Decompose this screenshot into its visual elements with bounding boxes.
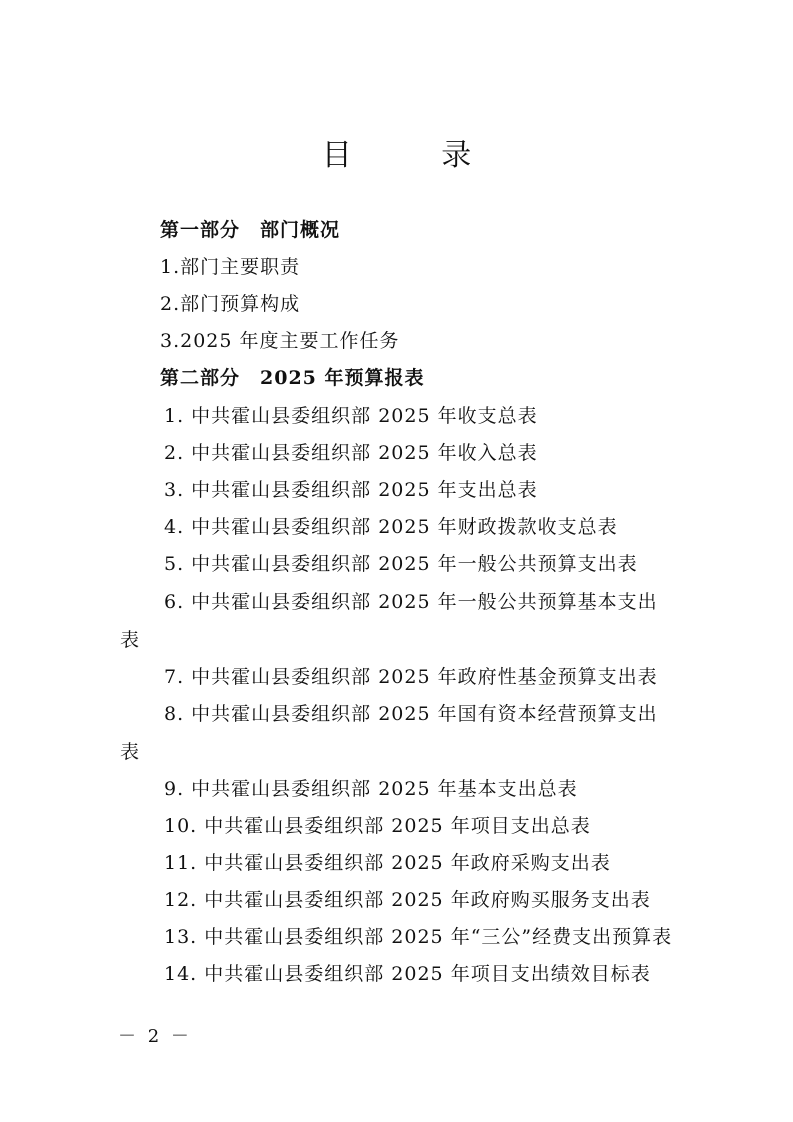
toc-item: 6. 中共霍山县委组织部 2025 年一般公共预算基本支出: [164, 591, 658, 613]
toc-item: 12. 中共霍山县委组织部 2025 年政府购买服务支出表: [164, 889, 651, 911]
toc-item: 13. 中共霍山县委组织部 2025 年“三公”经费支出预算表: [164, 926, 673, 948]
toc-item: 8. 中共霍山县委组织部 2025 年国有资本经营预算支出: [164, 703, 658, 725]
toc-item-continuation: 表: [120, 741, 141, 763]
toc-item: 1. 中共霍山县委组织部 2025 年收支总表: [164, 405, 538, 427]
toc-item: 14. 中共霍山县委组织部 2025 年项目支出绩效目标表: [164, 963, 651, 985]
toc-item: 4. 中共霍山县委组织部 2025 年财政拨款收支总表: [164, 516, 618, 538]
toc-item: 5. 中共霍山县委组织部 2025 年一般公共预算支出表: [164, 553, 638, 575]
toc-item: 9. 中共霍山县委组织部 2025 年基本支出总表: [164, 778, 578, 800]
page-number: － 2 －: [118, 1026, 192, 1047]
part2-heading: 第二部分 2025 年预算报表: [160, 367, 425, 389]
toc-item: 3. 中共霍山县委组织部 2025 年支出总表: [164, 479, 538, 501]
toc-item: 2. 中共霍山县委组织部 2025 年收入总表: [164, 442, 538, 464]
part1-heading: 第一部分 部门概况: [160, 219, 341, 241]
toc-item: 7. 中共霍山县委组织部 2025 年政府性基金预算支出表: [164, 666, 658, 688]
page-title: 目 录: [321, 138, 512, 173]
toc-item: 10. 中共霍山县委组织部 2025 年项目支出总表: [164, 815, 591, 837]
toc-item: 1.部门主要职责: [160, 256, 301, 278]
toc-item: 11. 中共霍山县委组织部 2025 年政府采购支出表: [164, 852, 611, 874]
toc-item-continuation: 表: [120, 629, 141, 651]
toc-item: 2.部门预算构成: [160, 293, 301, 315]
toc-item: 3.2025 年度主要工作任务: [160, 330, 400, 352]
